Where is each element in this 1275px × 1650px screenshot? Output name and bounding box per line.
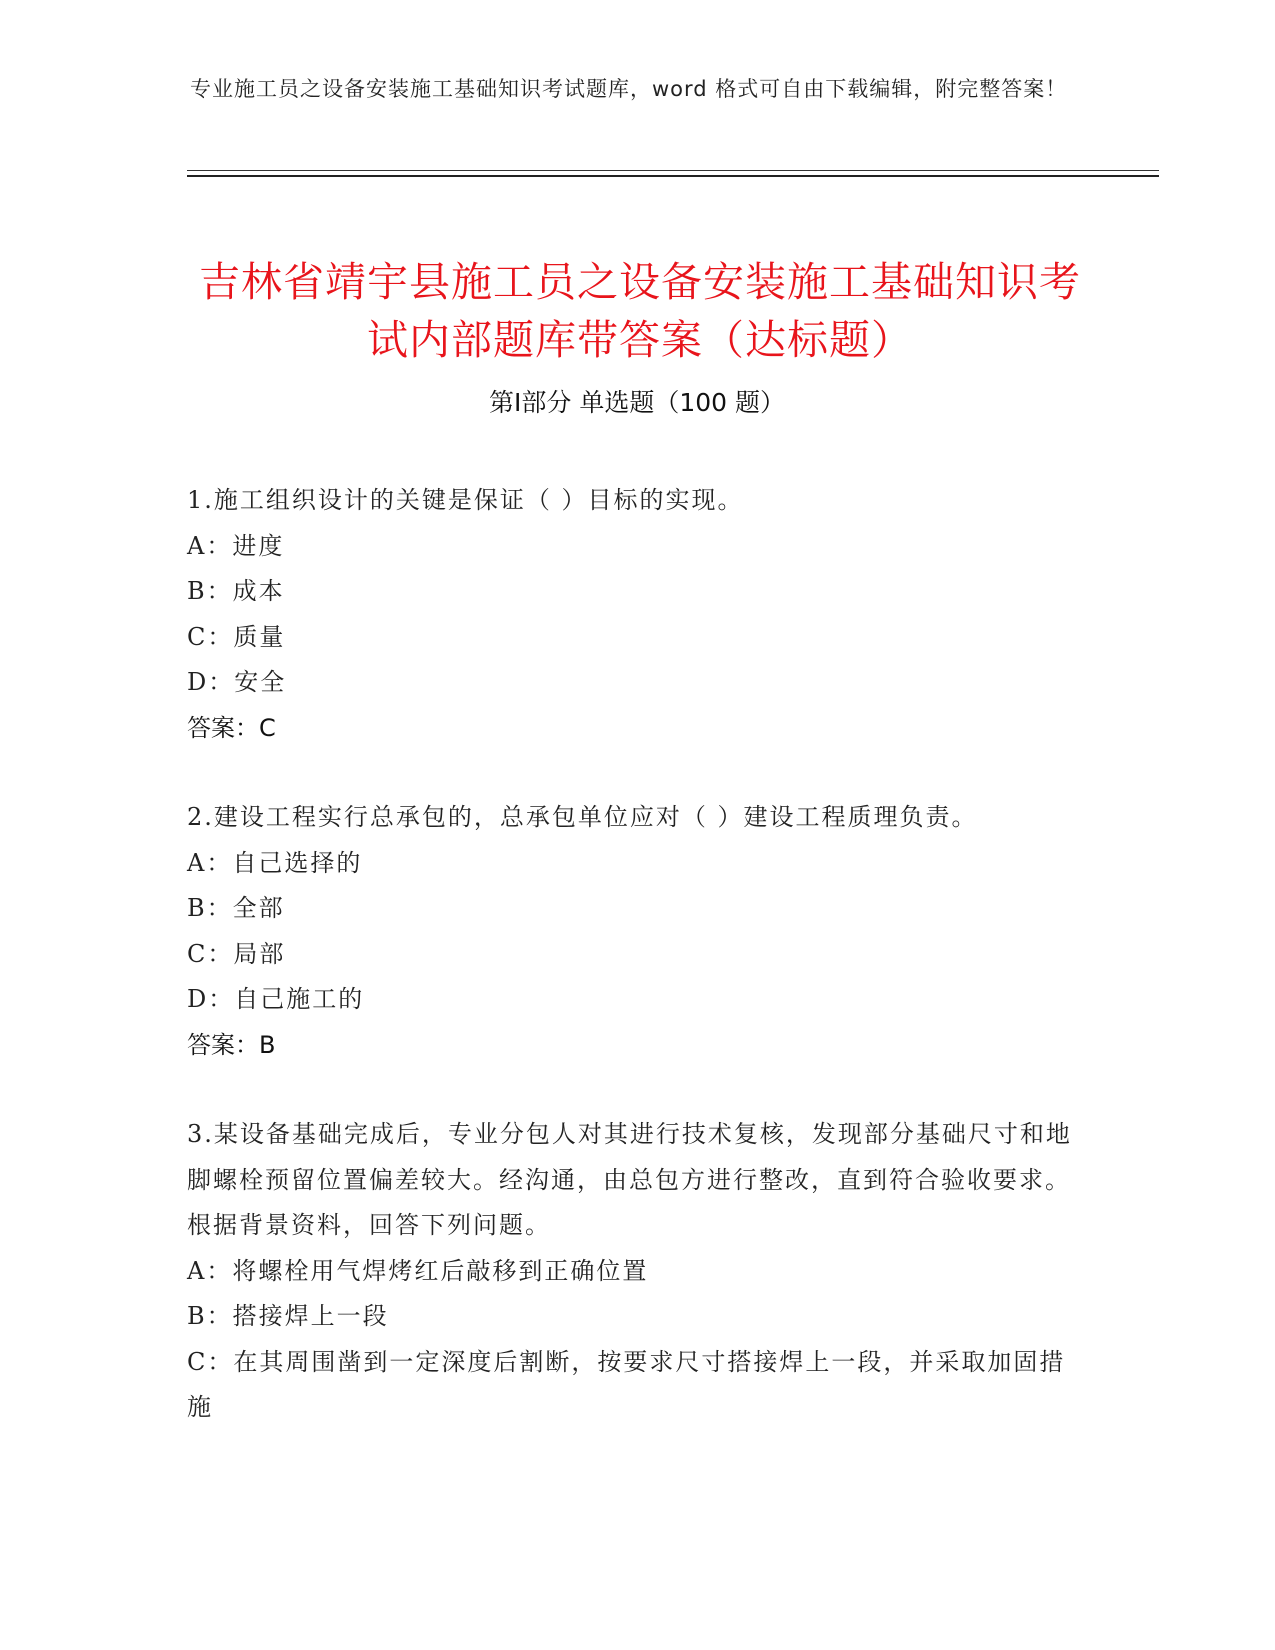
option-c: C：在其周围凿到一定深度后割断，按要求尺寸搭接焊上一段，并采取加固措施: [187, 1347, 1066, 1421]
option-c: C：质量: [187, 622, 286, 651]
header-divider-bottom: [187, 175, 1159, 177]
question-1: [187, 478, 1087, 751]
option-d: D：安全: [187, 668, 287, 696]
option-d: D：自己施工的: [187, 985, 365, 1013]
header-divider-top: [187, 170, 1159, 171]
option-a: A：将螺栓用气焊烤红后敲移到正确位置: [187, 1256, 649, 1285]
option-a: A：自己选择的: [187, 848, 363, 877]
question-stem: 1.施工组织设计的关键是保证（ ）目标的实现。: [187, 486, 744, 514]
option-b: B：全部: [187, 894, 285, 922]
question-3: [187, 1112, 1087, 1431]
option-b: B：搭接焊上一段: [187, 1302, 389, 1330]
section-heading: 第Ⅰ部分 单选题（100 题）: [489, 388, 785, 417]
option-c: C：局部: [187, 939, 286, 968]
header-note: 专业施工员之设备安装施工基础知识考试题库，word 格式可自由下载编辑，附完整答案！: [190, 77, 1068, 101]
question-stem: 3.某设备基础完成后，专业分包人对其进行技术复核，发现部分基础尺寸和地脚螺栓预留位置偏差较大。经沟通，由总包方进行整改，直到符合验收要求。根据背景资料，回答下列问题。: [187, 1120, 1072, 1239]
document-title: 吉林省靖宇县施工员之设备安装施工基础知识考试内部题库带答案（达标题）: [199, 258, 1081, 365]
option-b: B：成本: [187, 577, 285, 605]
question-2: [187, 795, 1087, 1068]
option-a: A：进度: [187, 531, 285, 560]
answer: 答案：C: [187, 713, 276, 742]
question-stem: 2.建设工程实行总承包的，总承包单位应对（ ）建设工程质理负责。: [187, 803, 978, 831]
question-list: [187, 478, 1087, 1475]
answer: 答案：B: [187, 1030, 276, 1059]
